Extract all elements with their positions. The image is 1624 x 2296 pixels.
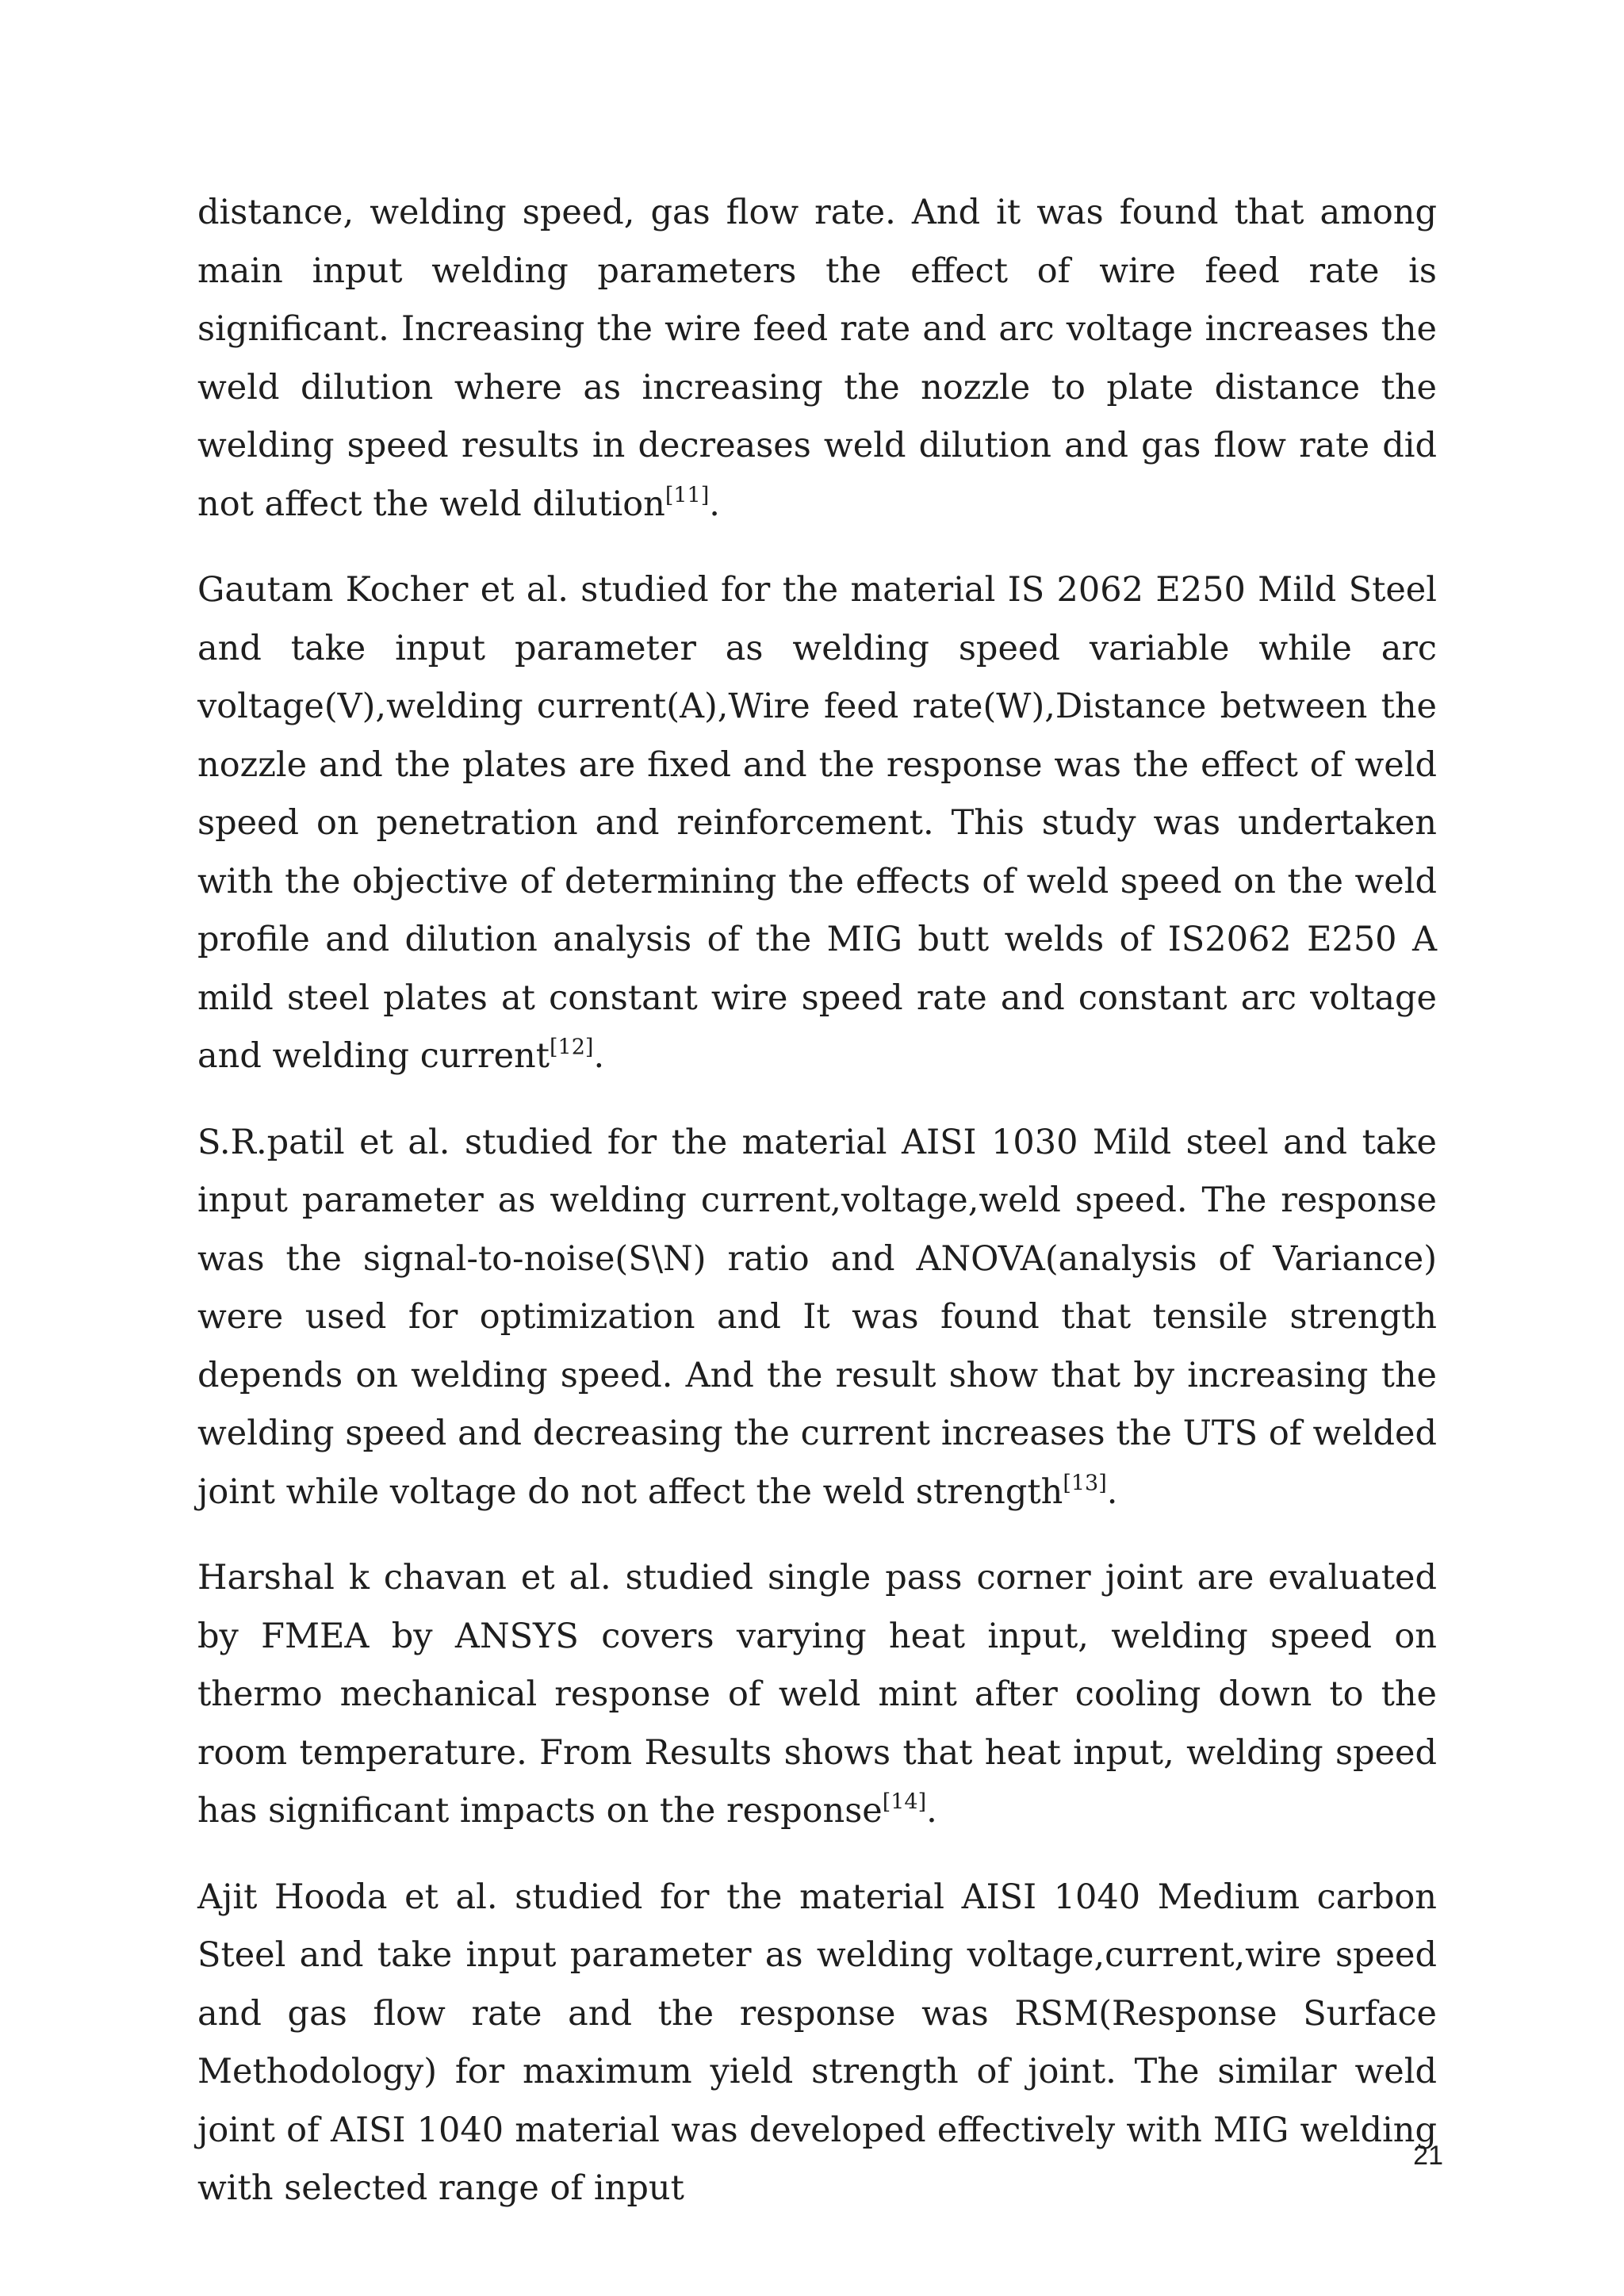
- citation-ref: [14]: [882, 1789, 927, 1815]
- page-number: 21: [1413, 2141, 1443, 2171]
- paragraph-text: distance, welding speed, gas flow rate. And it was found that among main input welding parameters the effect of wire feed rate is significant. Increasing the wire feed rate and arc voltage increases the weld dilution where as increasing the nozzle to plate distance the welding speed results in decreases weld dilution and gas flow rate did not affect the weld dilution: [197, 193, 1437, 524]
- paragraph-end: .: [593, 1036, 605, 1076]
- paragraph-text: S.R.patil et al. studied for the material AISI 1030 Mild steel and take input parameter as welding current,voltage,weld speed. The response was the signal-to-noise(S\N) ratio and ANOVA(analysis of Variance) were used for optimization and It was found that tensile strength depends on welding speed. And the result show that by increasing the welding speed and decreasing the current increases the UTS of welded joint while voltage do not affect the weld strength: [197, 1122, 1437, 1512]
- paragraph-end: .: [709, 484, 720, 524]
- paragraph-5: [197, 1869, 1437, 2218]
- paragraph-text: Harshal k chavan et al. studied single pass corner joint are evaluated by FMEA by ANSYS covers varying heat input, welding speed on thermo mechanical response of weld mint after cooling down to the room temperature. From Results shows that heat input, welding speed has significant impacts on the response: [197, 1558, 1437, 1831]
- citation-ref: [11]: [665, 482, 710, 507]
- body-text: [197, 184, 1437, 2218]
- paragraph-1: [197, 184, 1437, 534]
- paragraph-2: [197, 561, 1437, 1086]
- paragraph-3: [197, 1114, 1437, 1522]
- citation-ref: [13]: [1063, 1470, 1107, 1495]
- paragraph-text: Gautam Kocher et al. studied for the material IS 2062 E250 Mild Steel and take input parameter as welding speed variable while arc voltage(V),welding current(A),Wire feed rate(W),Distance between the nozzle and the plates are fixed and the response was the effect of weld speed on penetration and reinforcement. This study was undertaken with the objective of determining the effects of weld speed on the weld profile and dilution analysis of the MIG butt welds of IS2062 E250 A mild steel plates at constant wire speed rate and constant arc voltage and welding current: [197, 570, 1437, 1076]
- citation-ref: [12]: [550, 1035, 594, 1060]
- paragraph-end: .: [1106, 1471, 1118, 1512]
- paragraph-end: .: [926, 1791, 937, 1831]
- paragraph-4: [197, 1549, 1437, 1841]
- paragraph-text: Ajit Hooda et al. studied for the material AISI 1040 Medium carbon Steel and take input parameter as welding voltage,current,wire speed and gas flow rate and the response was RSM(Response Surface Methodology) for maximum yield strength of joint. The similar weld joint of AISI 1040 material was developed effectively with MIG welding with selected range of input: [197, 1877, 1437, 2208]
